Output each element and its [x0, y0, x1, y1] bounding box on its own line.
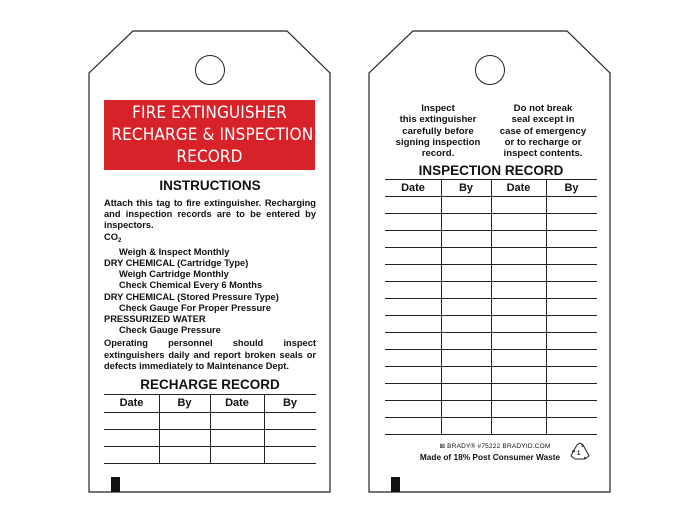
inspection-rule [385, 383, 597, 384]
inspection-record-title: INSPECTION RECORD [418, 163, 564, 178]
dry-cartridge-item-2: Check Chemical Every 6 Months [119, 280, 263, 291]
inspection-rule [385, 332, 597, 333]
recharge-header-date-1: Date [119, 397, 144, 409]
instructions-closing: Operating personnel should inspect extinguishers daily and report broken seals or defects immediately to Maintenance Dept. [104, 338, 316, 371]
front-black-notch [111, 477, 120, 492]
inspection-rule [385, 264, 597, 265]
inspection-header-by-1: By [458, 182, 474, 194]
inspection-rule [385, 349, 597, 350]
seal-note-line: or to recharge or [504, 136, 582, 148]
recharge-record-table [104, 394, 316, 464]
instructions-body [104, 198, 316, 372]
back-black-notch [391, 477, 400, 492]
inspection-rule [385, 213, 597, 214]
inspection-rule [385, 230, 597, 231]
banner-line-2: RECHARGE & INSPECTION [111, 125, 314, 144]
inspect-note-line: carefully before [402, 125, 474, 137]
water-heading: PRESSURIZED WATER [104, 314, 206, 325]
inspection-rule [385, 315, 597, 316]
recharge-header-by-1: By [177, 397, 192, 409]
banner-line-1: FIRE EXTINGUISHER [132, 103, 287, 122]
post-consumer-waste-line: Made of 18% Post Consumer Waste [419, 452, 561, 462]
inspection-rule [385, 179, 597, 180]
back-inspect-note [380, 103, 496, 159]
inspection-rule [385, 281, 597, 282]
seal-note-line: case of emergency [499, 125, 587, 137]
seal-note-line: seal except in [511, 114, 575, 126]
inspection-rule [385, 434, 597, 435]
instructions-intro: Attach this tag to fire extinguisher. Recharging and inspection records are to be entered by inspectors. [104, 198, 316, 231]
recharge-header-date-2: Date [225, 397, 249, 409]
inspection-rule [385, 400, 597, 401]
back-hole [475, 55, 505, 85]
recharge-record-title: RECHARGE RECORD [140, 377, 280, 392]
co2-heading [104, 232, 316, 247]
inspect-note-line: record. [421, 148, 455, 160]
inspection-rule [385, 196, 597, 197]
dry-stored-heading: DRY CHEMICAL (Stored Pressure Type) [104, 291, 279, 302]
front-title-banner [104, 100, 315, 170]
instructions-title: INSTRUCTIONS [159, 178, 261, 193]
inspection-rule [385, 247, 597, 248]
co2-label: CO [104, 231, 118, 242]
water-item: Check Gauge Pressure [119, 325, 221, 336]
inspection-rule [385, 366, 597, 367]
dry-cartridge-item-1: Weigh Cartridge Monthly [119, 269, 229, 280]
recharge-header-by-2: By [282, 397, 298, 409]
back-seal-note [490, 103, 596, 159]
inspection-rule [385, 417, 597, 418]
co2-subscript: 2 [117, 237, 122, 244]
inspection-col-divider [491, 179, 492, 435]
inspection-record-table [385, 179, 597, 435]
front-hole [195, 55, 225, 85]
seal-note-line: inspect contents. [503, 148, 583, 160]
inspection-header-by-2: By [564, 182, 579, 194]
inspection-header-date-1: Date [401, 182, 425, 194]
inspection-col-divider [546, 179, 547, 435]
brady-brand-line: ⊠ BRADY® #75222 BRADYID.COM [439, 443, 551, 450]
dry-stored-item: Check Gauge For Proper Pressure [119, 302, 271, 313]
recycle-code: 1 [577, 451, 581, 457]
co2-item: Weigh & Inspect Monthly [119, 246, 230, 257]
inspect-note-line: this extinguisher [399, 114, 477, 126]
inspection-header-date-2: Date [506, 182, 531, 194]
inspection-col-divider [441, 179, 442, 435]
banner-line-3: RECORD [176, 147, 243, 166]
inspect-note-line: Inspect [421, 103, 455, 114]
inspection-rule [385, 298, 597, 299]
inspect-note-line: signing inspection [395, 136, 481, 148]
seal-note-line: Do not break [513, 103, 573, 114]
dry-cartridge-heading: DRY CHEMICAL (Cartridge Type) [104, 258, 249, 269]
